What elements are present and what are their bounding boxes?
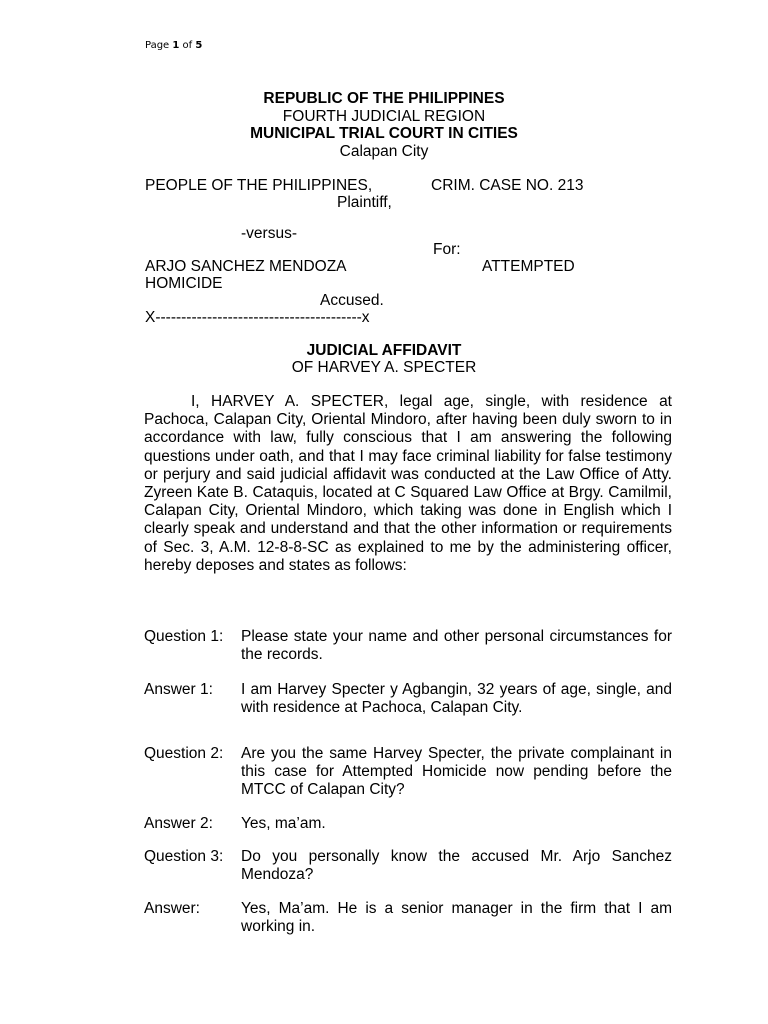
answer-3 [144,900,672,936]
qa-label: Answer 2: [144,815,213,832]
answer-1 [144,681,672,717]
qa-text: Do you personally know the accused Mr. Arjo Sanchez Mendoza? [241,848,672,884]
page-number: Page 1 of 5 [145,40,203,51]
for-label: For: [433,241,461,258]
qa-text: Are you the same Harvey Specter, the private complainant in this case for Attempted Homicide now pending before the MTCC of Calapan City? [241,745,672,799]
intro-paragraph: I, HARVEY A. SPECTER, legal age, single, with residence at Pachoca, Calapan City, Oriental Mindoro, after having been duly sworn to in accordance with law, fully conscious that I am answering the following questions under oath, and that I may face criminal liability for false testimony or perjury and said judicial affidavit was conducted at the Law Office of Atty. Zyreen Kate B. Cataquis, located at C Squared Law Office at Brgy. Camilmil, Calapan City, Oriental Mindoro, which taking was done in English which I clearly speak and understand and that the other information or requirements of Sec. 3, A.M. 12-8-8-SC as explained to me by the administering officer, hereby deposes and states as follows: [144,393,672,574]
qa-text: I am Harvey Specter y Agbangin, 32 years of age, single, and with residence at Pachoca, Calapan City. [241,681,672,717]
caption-court: MUNICIPAL TRIAL COURT IN CITIES [250,125,518,142]
plaintiff-name: PEOPLE OF THE PHILIPPINES, [145,177,373,194]
qa-text: Yes, Ma’am. He is a senior manager in the firm that I am working in. [241,900,672,936]
qa-label: Question 1: [144,628,224,645]
case-number: CRIM. CASE NO. 213 [431,177,584,194]
qa-text: Please state your name and other personal circumstances for the records. [241,628,672,664]
qa-label: Question 2: [144,745,224,762]
answer-2 [144,815,672,833]
accused-role: Accused. [320,292,384,309]
question-1 [144,628,672,664]
question-2 [144,745,672,800]
versus: -versus- [241,225,297,242]
plaintiff-role: Plaintiff, [337,194,392,211]
caption-city: Calapan City [339,143,429,160]
offense-line1: ATTEMPTED [482,258,575,275]
qa-label: Answer 1: [144,681,213,698]
caption-region: FOURTH JUDICIAL REGION [282,108,486,125]
caption-republic: REPUBLIC OF THE PHILIPPINES [263,90,505,107]
qa-label: Question 3: [144,848,224,865]
qa-label: Answer: [144,900,200,917]
caption-separator: X----------------------------------------x [145,309,370,326]
document-subtitle: OF HARVEY A. SPECTER [291,359,477,376]
offense-line2: HOMICIDE [145,275,223,292]
accused-name: ARJO SANCHEZ MENDOZA [145,258,347,275]
question-3 [144,848,672,884]
document-title: JUDICIAL AFFIDAVIT [306,342,462,359]
qa-text: Yes, ma’am. [241,815,326,832]
